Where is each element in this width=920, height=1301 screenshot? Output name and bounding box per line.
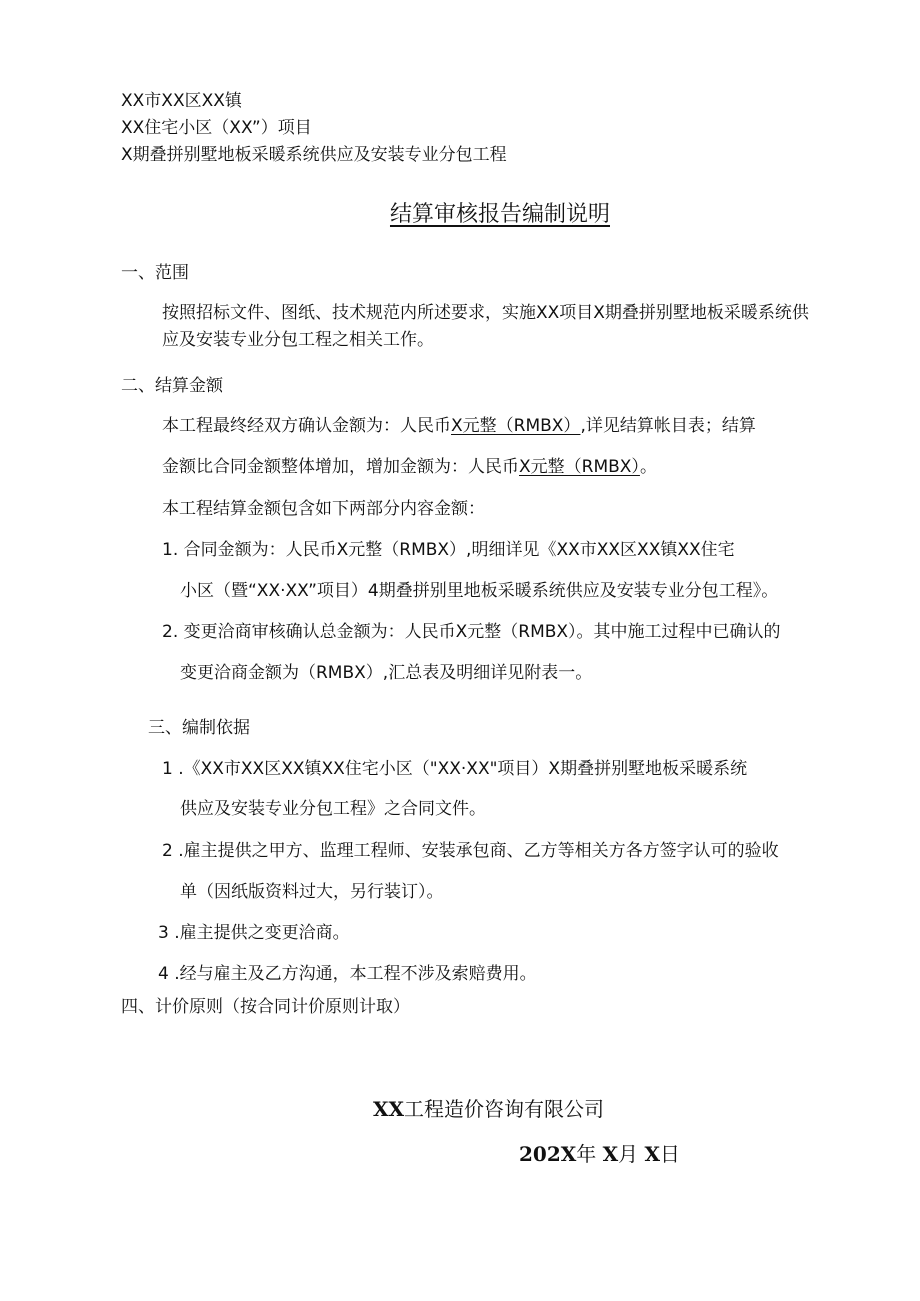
final-amount-prefix: 本工程最终经双方确认金额为：人民币 <box>162 416 451 436</box>
document-title: 结算审核报告编制说明 <box>389 202 610 227</box>
date-day-char: 日 <box>660 1142 681 1166</box>
contract-amount-line-2: 小区（暨“XX·XX”项目）4期叠拼别里地板采暖系统供应及安装专业分包工程》。 <box>180 581 779 601</box>
amount-breakdown-intro: 本工程结算金额包含如下两部分内容金额： <box>162 499 485 519</box>
change-amount-line-1: 2. 变更洽商审核确认总金额为：人民币X元整（RMBX）。其中施工过程中已确认的 <box>162 622 781 642</box>
date-month-char: 月 <box>618 1142 639 1166</box>
increase-amount-line <box>162 455 657 479</box>
date-day: X <box>644 1142 661 1166</box>
basis-item-2-line-1: 2 .雇主提供之甲方、监理工程师、安装承包商、乙方等相关方各方签字认可的验收 <box>162 841 779 861</box>
section-2-heading: 二、结算金额 <box>121 376 223 396</box>
final-amount-value: X元整（RMBX） <box>451 416 581 436</box>
section-1-heading: 一、范围 <box>121 263 189 283</box>
increase-amount-value: X元整（RMBX） <box>519 457 640 477</box>
header-line-2: XX住宅小区（XX”）项目 <box>121 118 312 138</box>
section-1-paragraph-line-1: 按照招标文件、图纸、技术规范内所述要求，实施XX项目X期叠拼别墅地板采暖系统供 <box>162 303 809 323</box>
contract-amount-line-1: 1. 合同金额为：人民币X元整（RMBX）,明细详见《XX市XX区XX镇XX住宅 <box>162 540 735 560</box>
signature-date <box>519 1140 680 1168</box>
company-name <box>373 1095 604 1123</box>
increase-amount-prefix: 金额比合同金额整体增加，增加金额为：人民币 <box>162 457 519 477</box>
change-amount-line-2: 变更洽商金额为（RMBX）,汇总表及明细详见附表一。 <box>180 663 593 683</box>
section-1-paragraph-line-2: 应及安装专业分包工程之相关工作。 <box>162 330 434 350</box>
header-line-1: XX市XX区XX镇 <box>121 91 242 111</box>
section-3-heading: 三、编制依据 <box>148 718 250 738</box>
company-name-prefix: XX <box>373 1097 405 1121</box>
date-year: 202X <box>519 1142 577 1166</box>
basis-item-2-line-2: 单（因纸版资料过大，另行装订）。 <box>180 882 444 902</box>
final-amount-suffix: ,详见结算帐目表；结算 <box>580 416 756 436</box>
basis-item-1-line-1: 1 .《XX市XX区XX镇XX住宅小区（"XX·XX"项目）X期叠拼别墅地板采暖系统 <box>162 759 748 779</box>
company-name-rest: 工程造价咨询有限公司 <box>404 1097 605 1121</box>
date-month: X <box>602 1142 619 1166</box>
section-4-heading: 四、计价原则（按合同计价原则计取） <box>121 997 410 1017</box>
header-line-3: X期叠拼别墅地板采暖系统供应及安装专业分包工程 <box>121 145 507 165</box>
final-amount-line <box>162 414 756 438</box>
date-year-char: 年 <box>576 1142 597 1166</box>
basis-item-1-line-2: 供应及安装专业分包工程》之合同文件。 <box>180 799 486 819</box>
increase-amount-suffix: 。 <box>639 457 657 477</box>
basis-item-4: 4 .经与雇主及乙方沟通，本工程不涉及索赔费用。 <box>158 964 537 984</box>
basis-item-3: 3 .雇主提供之变更洽商。 <box>158 923 350 943</box>
